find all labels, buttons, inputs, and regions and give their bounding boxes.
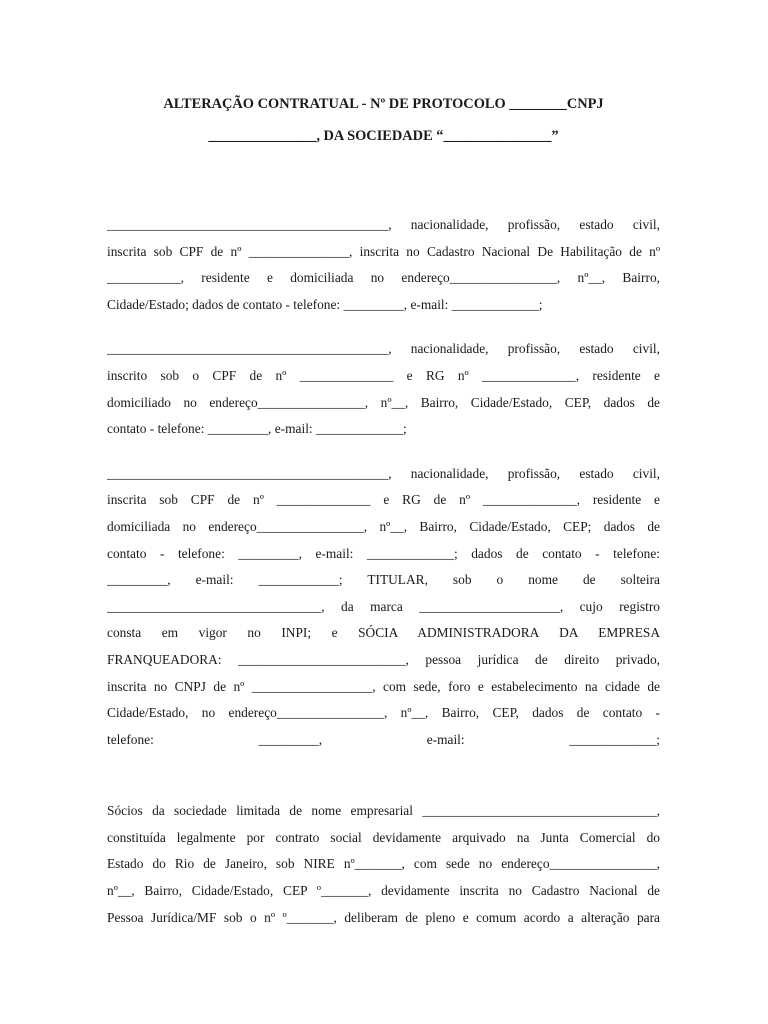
text-line: inscrita sob CPF de nº ______________ e RG de nº ______________, residente e (107, 492, 660, 508)
text-line: consta em vigor no INPI; e SÓCIA ADMINISTRADORA DA EMPRESA (107, 625, 660, 641)
text-line: Cidade/Estado, no endereço________________, nº__, Bairro, CEP, dados de contato - (107, 705, 660, 721)
text-line: ___________, residente e domiciliada no endereço________________, nº__, Bairro, (107, 270, 660, 286)
text-line: __________________________________________, nacionalidade, profissão, estado civil, (107, 465, 660, 481)
text-line: domiciliada no endereço________________, nº__, Bairro, Cidade/Estado, CEP; dados de (107, 518, 660, 534)
document-title (107, 88, 660, 152)
text-line: ________________________________, da marca _____________________, cujo registro (107, 598, 660, 614)
text-line: inscrita no CNPJ de nº __________________, com sede, foro e estabelecimento na cidade de (107, 678, 660, 694)
text-line: __________________________________________, nacionalidade, profissão, estado civil, (107, 217, 660, 232)
title-line: _______________, DA SOCIEDADE “_______________” (208, 128, 559, 144)
text-line: constituída legalmente por contrato social devidamente arquivado na Junta Comercial do (107, 829, 660, 845)
text-line: telefone: _________, e-mail: _____________; (107, 731, 660, 747)
company-qualification (107, 798, 660, 931)
text-line: __________________________________________, nacionalidade, profissão, estado civil, (107, 341, 660, 357)
partner-3-qualification (107, 461, 660, 754)
text-line: _________, e-mail: ____________; TITULAR, sob o nome de solteira (107, 572, 660, 588)
document-page (107, 88, 660, 931)
text-line: Cidade/Estado; dados de contato - telefone: _________, e-mail: _____________; (107, 296, 543, 312)
text-line: contato - telefone: _________, e-mail: _____________; (107, 421, 407, 437)
partner-2-qualification (107, 336, 660, 442)
text-line: contato - telefone: _________, e-mail: _____________; dados de contato - telefone: (107, 545, 660, 561)
text-line: FRANQUEADORA: _________________________, pessoa jurídica de direito privado, (107, 651, 660, 667)
text-line: Pessoa Jurídica/MF sob o nº º_______, deliberam de pleno e comum acordo a alteração para (107, 909, 660, 925)
text-line: inscrito sob o CPF de nº ______________ e RG nº ______________, residente e (107, 367, 660, 383)
text-line: Sócios da sociedade limitada de nome empresarial ___________________________________, (107, 803, 660, 819)
text-line: inscrita sob CPF de nº _______________, inscrita no Cadastro Nacional De Habilitação de nº (107, 243, 660, 259)
text-line: domiciliado no endereço________________, nº__, Bairro, Cidade/Estado, CEP, dados de (107, 394, 660, 410)
text-line: Estado do Rio de Janeiro, sob NIRE nº_______, com sede no endereço________________, (107, 856, 660, 872)
text-line: nº__, Bairro, Cidade/Estado, CEP º_______, devidamente inscrita no Cadastro Nacional de (107, 883, 660, 899)
title-line: ALTERAÇÃO CONTRATUAL - Nº DE PROTOCOLO ________CNPJ (163, 96, 604, 112)
partner-1-qualification (107, 212, 660, 318)
